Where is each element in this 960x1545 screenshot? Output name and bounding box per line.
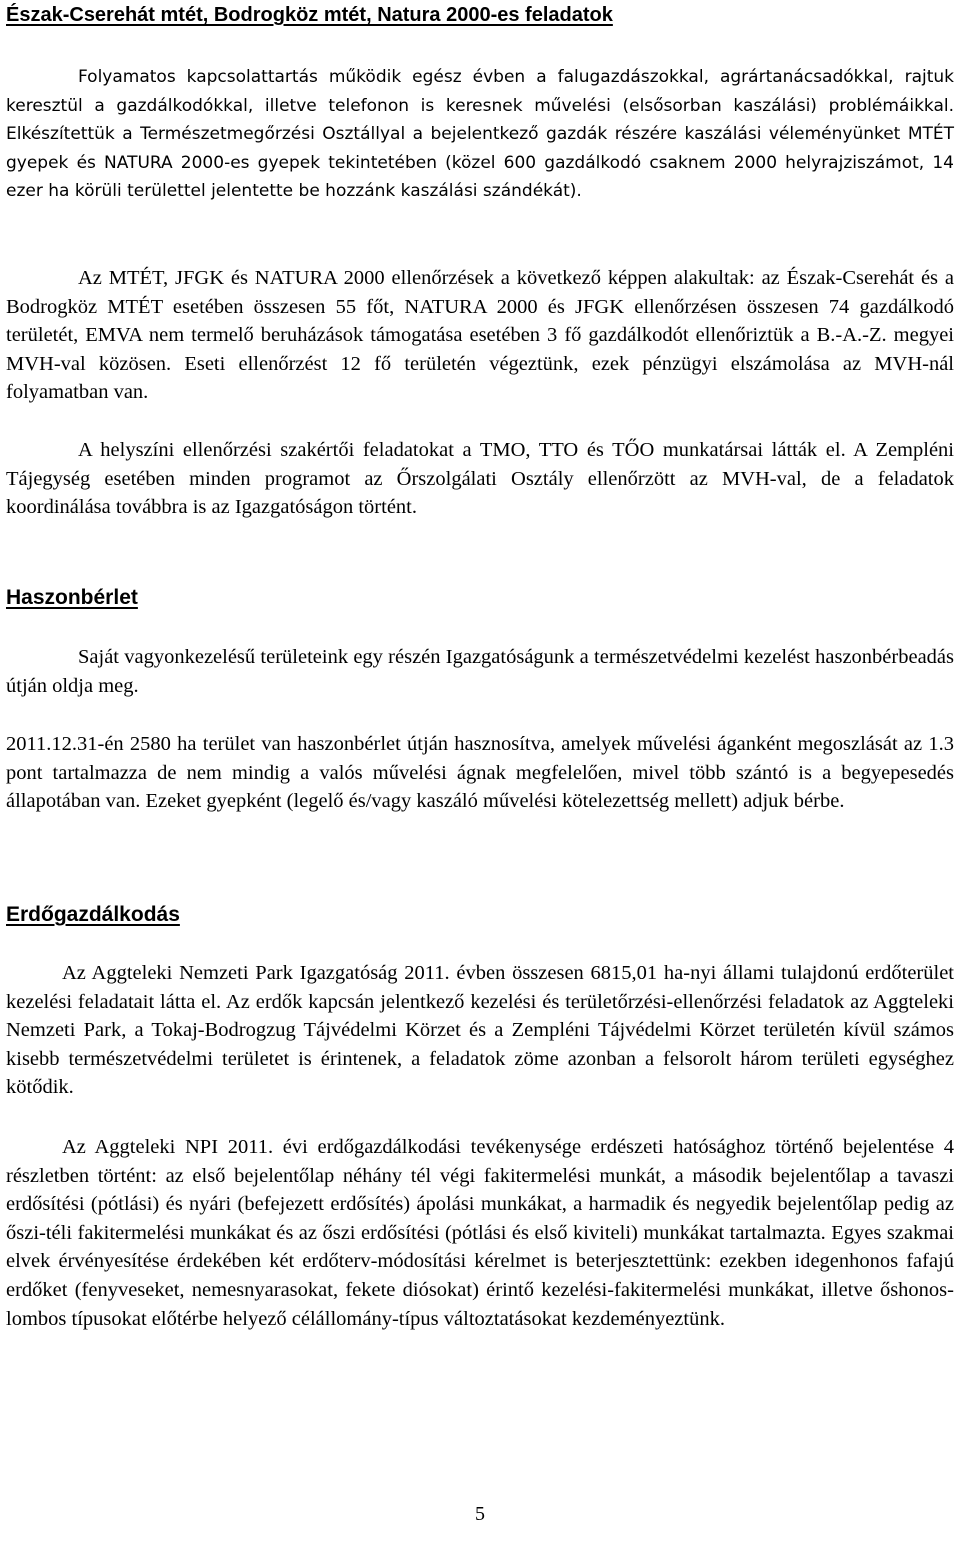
paragraph-forestry-management: Az Aggteleki Nemzeti Park Igazgatóság 2011. évben összesen 6815,01 ha-nyi állami tulajdonú erdőterület kezelési feladatait látta el. Az erdők kapcsán jelentkező kezelési és területőrzési-ellenőrzési feladatok az Aggteleki Nemzeti Park, a Tokaj-Bodrogzug Tájvédelmi Körzet és a Zempléni Tájvédelmi Körzet területén kívül számos kisebb természetvédelmi területet is érintenek, a feladatok zöme azonban a felsorolt három területi egységhez kötődik. [6, 962, 954, 1099]
paragraph-forestry-activity: Az Aggteleki NPI 2011. évi erdőgazdálkodási tevékenysége erdészeti hatósághoz történő bejelentése 4 részletben történt: az első bejelentőlap néhány tél végi fakitermelési munkát, a második bejelentőlap a tavaszi erdősítési (pótlási) és nyári (befejezett erdősítés) ápolási munkákat, a harmadik és negyedik bejelentőlap pedig az őszi-téli fakitermelési munkákat és az őszi erdősítési (pótlási és első kiviteli) munkákat tartalmazta. Egyes szakmai elvek érvényesítése érdekében két erdőterv-módosítási kérelmet is beterjesztettünk: ezekben idegenhonos fafajú erdőket (fenyveseket, nemesnyarasokat, fekete diósokat) érintő kezelési-fakitermelési munkákat, illetve őshonos-lombos típusokat előtérbe helyező célállomány-típus változtatásokat kezdeményeztünk. [6, 1136, 954, 1330]
paragraph-expert-tasks: A helyszíni ellenőrzési szakértői feladatokat a TMO, TTO és TŐO munkatársai látták el. A Zempléni Tájegység esetében minden programot az Őrszolgálati Osztály ellenőrzött az MVH-val, de a feladatok koordinálása továbbra is az Igazgatóságon történt. [6, 439, 954, 519]
page-number: 5 [475, 1503, 485, 1525]
section-heading-lease: Haszonbérlet [6, 586, 138, 609]
section-heading-natura: Észak-Cserehát mtét, Bodrogköz mtét, Natura 2000-es feladatok [6, 4, 613, 26]
paragraph-contact: Folyamatos kapcsolattartás működik egész évben a falugazdászokkal, agrártanácsadókkal, rajtuk keresztül a gazdálkodókkal, illetve telefonon is keresnek művelési (elsősorban kaszálási) problémáikkal. Elkészítettük a Természetmegőrzési Osztállyal a bejelentkező gazdák részére kaszálási véleményünket MTÉT gyepek és NATURA 2000-es gyepek tekintetében (közel 600 gazdálkodó csaknem 2000 helyrajziszámot, 14 ezer ha körüli területtel jelentette be hozzánk kaszálási szándékát). [6, 67, 954, 202]
paragraph-lease-area: 2011.12.31-én 2580 ha terület van haszonbérlet útján hasznosítva, amelyek művelési áganként megoszlását az 1.3 pont tartalmazza de nem mindig a valós művelési ágnak megfelelően, mivel több szántó is a begyepesedés állapotában van. Ezeket gyepként (legelő és/vagy kaszáló művelési kötelezettség mellett) adjuk bérbe. [6, 733, 954, 813]
paragraph-lease-intro: Saját vagyonkezelésű területeink egy részén Igazgatóságunk a természetvédelmi kezelést haszonbérbeadás útján oldja meg. [6, 646, 954, 697]
paragraph-inspections: Az MTÉT, JFGK és NATURA 2000 ellenőrzések a következő képpen alakultak: az Észak-Cserehát és a Bodrogköz MTÉT esetében összesen 55 főt, NATURA 2000 és JFGK ellenőrzésen összesen 74 gazdálkodó területét, EMVA nem termelő beruházások támogatása esetében 3 fő gazdálkodót ellenőriztük a B.-A.-Z. megyei MVH-val közösen. Eseti ellenőrzést 12 fő területén végeztünk, ezek pénzügyi elszámolása az MVH-nál folyamatban van. [6, 267, 954, 404]
section-heading-forestry: Erdőgazdálkodás [6, 903, 180, 926]
